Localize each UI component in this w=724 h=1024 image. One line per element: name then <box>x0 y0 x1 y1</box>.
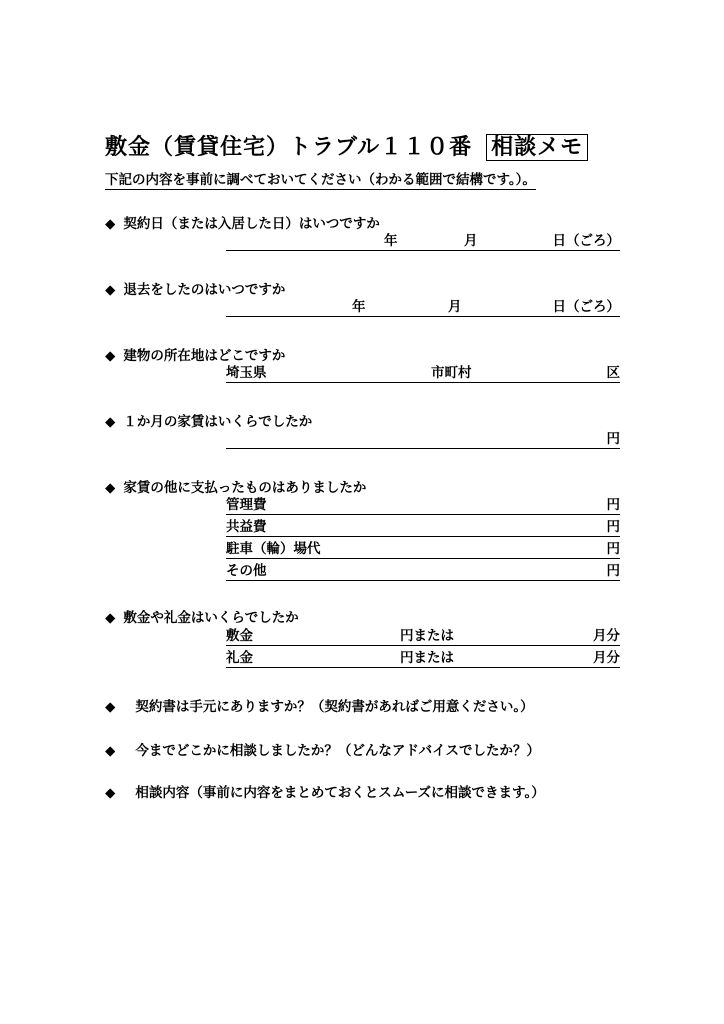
parking-fee-field[interactable] <box>226 540 620 559</box>
other-fee-field[interactable] <box>226 562 620 581</box>
yen-unit-label: 円 <box>606 431 620 447</box>
monthly-rent-field[interactable] <box>226 430 620 449</box>
yen-unit-label: 円 <box>606 497 620 513</box>
item-label: 礼金 <box>226 650 253 666</box>
question-label: 退去をしたのはいつですか <box>123 282 286 298</box>
move-out-date-field[interactable] <box>226 298 620 317</box>
yen-unit-label: 円 <box>606 541 620 557</box>
months-label: 月分 <box>593 628 620 644</box>
item-label: 駐車（輪）場代 <box>226 541 321 557</box>
yen-or-label: 円または <box>400 628 454 644</box>
diamond-bullet-icon: ◆ <box>105 610 116 626</box>
month-label: 月 <box>448 299 462 315</box>
yen-unit-label: 円 <box>606 519 620 535</box>
deposit-field[interactable] <box>226 627 620 646</box>
question-contract-date <box>105 212 380 232</box>
diamond-bullet-icon: ◆ <box>105 699 116 715</box>
item-label: 管理費 <box>226 497 267 513</box>
diamond-bullet-icon: ◆ <box>105 785 116 801</box>
building-location-field[interactable] <box>226 364 620 383</box>
diamond-bullet-icon: ◆ <box>105 414 116 430</box>
item-label: 敷金 <box>226 628 253 644</box>
diamond-bullet-icon: ◆ <box>105 282 116 298</box>
diamond-bullet-icon: ◆ <box>105 348 116 364</box>
question-prior-consultation <box>105 739 540 759</box>
question-consultation-content <box>105 781 545 801</box>
prefecture-label: 埼玉県 <box>226 365 267 381</box>
months-label: 月分 <box>593 650 620 666</box>
item-label: 共益費 <box>226 519 267 535</box>
question-label: １か月の家賃はいくらでしたか <box>123 414 313 430</box>
page-title <box>105 130 588 161</box>
question-label: 家賃の他に支払ったものはありましたか <box>123 480 367 496</box>
title-main: 敷金（賃貸住宅）トラブル１１０番 <box>105 135 473 160</box>
management-fee-field[interactable] <box>226 496 620 515</box>
question-label: 今までどこかに相談しましたか？（どんなアドバイスでしたか？） <box>135 743 540 759</box>
contract-date-field[interactable] <box>226 232 620 251</box>
instruction-text: 下記の内容を事前に調べておいてください（わかる範囲で結構です。）。 <box>105 168 536 190</box>
year-label: 年 <box>384 233 398 249</box>
item-label: その他 <box>226 563 267 579</box>
ward-label: 区 <box>606 365 620 381</box>
key-money-field[interactable] <box>226 649 620 668</box>
diamond-bullet-icon: ◆ <box>105 216 116 232</box>
question-label: 契約書は手元にありますか？（契約書があればご用意ください。） <box>135 699 534 715</box>
day-label: 日（ごろ） <box>552 233 620 249</box>
yen-or-label: 円または <box>400 650 454 666</box>
day-label: 日（ごろ） <box>552 299 620 315</box>
diamond-bullet-icon: ◆ <box>105 743 116 759</box>
question-label: 敷金や礼金はいくらでしたか <box>123 610 299 626</box>
question-label: 建物の所在地はどこですか <box>123 348 286 364</box>
yen-unit-label: 円 <box>606 563 620 579</box>
question-monthly-rent <box>105 410 312 430</box>
question-contract-document <box>105 695 534 715</box>
question-label: 相談内容（事前に内容をまとめておくとスムーズに相談できます。） <box>135 785 545 801</box>
month-label: 月 <box>464 233 478 249</box>
common-service-fee-field[interactable] <box>226 518 620 537</box>
question-deposit-key-money <box>105 606 299 626</box>
city-label: 市町村 <box>431 365 472 381</box>
question-move-out-date <box>105 278 285 298</box>
question-label: 契約日（または入居した日）はいつですか <box>123 216 380 232</box>
year-label: 年 <box>352 299 366 315</box>
diamond-bullet-icon: ◆ <box>105 480 116 496</box>
title-boxed-label: 相談メモ <box>486 134 588 161</box>
